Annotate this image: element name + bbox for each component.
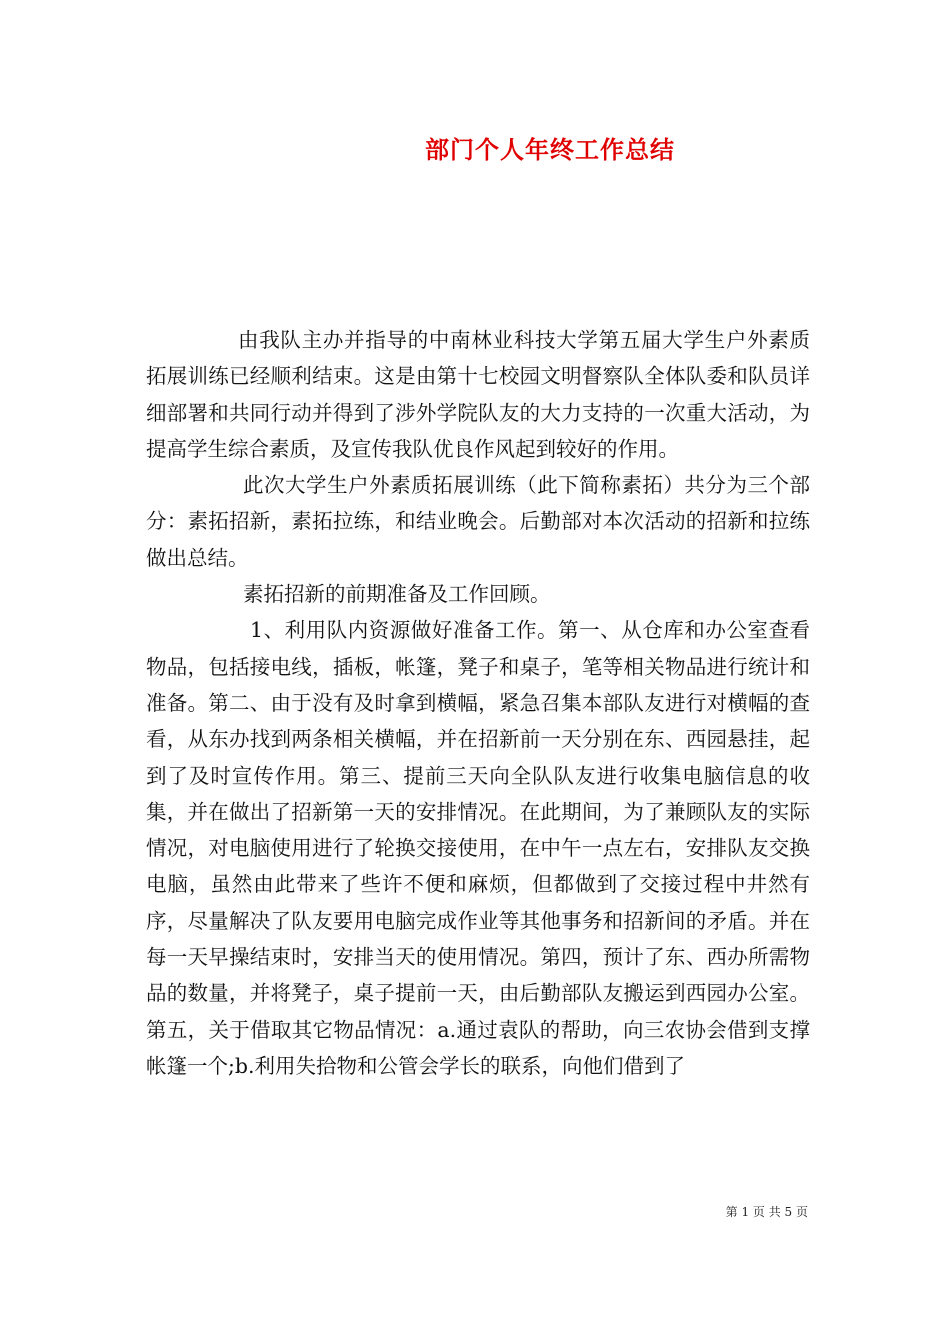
paragraph-intro: 由我队主办并指导的中南林业科技大学第五届大学生户外素质拓展训练已经顺利结束。这是由第十七校园文明督察队全体队委和队员详细部署和共同行动并得到了涉外学院队友的大力支持的一次重大活动，为提高学生综合素质，及宣传我队优良作风起到较好的作用。 bbox=[146, 328, 810, 461]
paragraph-overview: 此次大学生户外素质拓展训练（此下简称素拓）共分为三个部分：素拓招新，素拓拉练，和结业晚会。后勤部对本次活动的招新和拉练做出总结。 bbox=[146, 473, 810, 570]
document-body bbox=[146, 322, 810, 1084]
paragraph-section-heading: 素拓招新的前期准备及工作回顾。 bbox=[243, 582, 551, 607]
paragraph-preparation: 1、利用队内资源做好准备工作。第一、从仓库和办公室查看物品，包括接电线，插板，帐篷，凳子和桌子，笔等相关物品进行统计和准备。第二、由于没有及时拿到横幅，紧急召集本部队友进行对横幅的查看，从东办找到两条相关横幅，并在招新前一天分别在东、西园悬挂，起到了及时宣传作用。第三、提前三天向全队队友进行收集电脑信息的收集，并在做出了招新第一天的安排情况。在此期间，为了兼顾队友的实际情况，对电脑使用进行了轮换交接使用，在中午一点左右，安排队友交换电脑，虽然由此带来了些许不便和麻烦，但都做到了交接过程中井然有序，尽量解决了队友要用电脑完成作业等其他事务和招新间的矛盾。并在每一天早操结束时，安排当天的使用情况。第四，预计了东、西办所需物品的数量，并将凳子，桌子提前一天，由后勤部队友搬运到西园办公室。第五，关于借取其它物品情况：a.通过袁队的帮助，向三农协会借到支撑帐篷一个;b.利用失拾物和公管会学长的联系，向他们借到了 bbox=[146, 618, 810, 1078]
page-number-footer: 第 1 页 共 5 页 bbox=[725, 1205, 808, 1219]
document-title: 部门个人年终工作总结 bbox=[425, 136, 675, 164]
